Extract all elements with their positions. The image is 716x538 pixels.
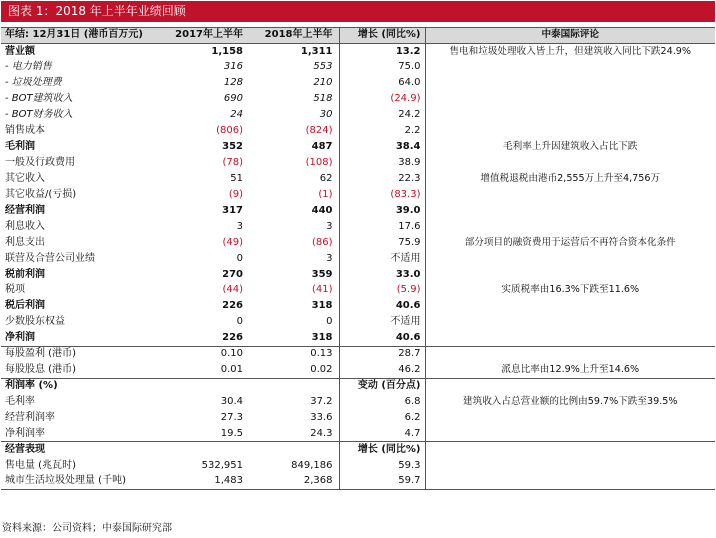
- row-label: 税前利润: [5, 268, 45, 280]
- table-row: [1, 251, 715, 267]
- value-2017: 51: [230, 172, 243, 184]
- row-label: 营业额: [5, 45, 35, 57]
- value-2017: (44): [222, 284, 243, 296]
- table-row: [1, 362, 715, 378]
- row-comment: 派息比率由12.9%上升至14.6%: [501, 363, 640, 375]
- row-comment: [425, 251, 715, 267]
- table-row: [1, 171, 715, 187]
- value-2017: 19.5: [220, 427, 243, 439]
- value-2017: 0.01: [220, 363, 243, 375]
- row-label: 经营表现: [1, 442, 168, 458]
- row-label: 利息支出: [5, 236, 45, 248]
- value-growth: 28.7: [339, 346, 425, 362]
- value-2017: [168, 378, 249, 394]
- row-label: - 垃圾处理费: [5, 77, 62, 89]
- table-row: [1, 59, 715, 75]
- value-2017: 1,483: [168, 474, 249, 490]
- table-row: [1, 155, 715, 171]
- value-growth: 4.7: [339, 426, 425, 442]
- row-label: 每股股息 (港币): [5, 363, 76, 375]
- value-2018: 33.6: [310, 411, 333, 423]
- row-label: 利息收入: [5, 220, 45, 232]
- value-2018: 487: [311, 141, 333, 153]
- value-2018: 3: [326, 252, 333, 264]
- row-label: 税项: [5, 284, 25, 296]
- row-label: - BOT建筑收入: [5, 93, 73, 105]
- source-note: 资料来源：公司资料；中泰国际研究部: [2, 523, 172, 534]
- value-2017: 316: [223, 61, 243, 73]
- value-growth: 17.6: [339, 219, 425, 235]
- value-2018: 440: [311, 204, 333, 216]
- table-row: [1, 187, 715, 203]
- value-2017: [168, 442, 249, 458]
- value-2017: 270: [222, 268, 243, 280]
- figure-title: 图表 1：2018 年上半年业绩回顾: [1, 1, 715, 22]
- table-row: [1, 43, 715, 59]
- table-row: [1, 330, 715, 346]
- results-table: [1, 27, 715, 490]
- row-label: 每股盈利 (港币): [1, 346, 168, 362]
- value-growth: 59.7: [339, 474, 425, 490]
- table-row: [1, 314, 715, 330]
- value-2017: 226: [222, 332, 243, 344]
- value-growth: 39.0: [339, 203, 425, 219]
- row-comment: [425, 378, 715, 394]
- row-label: 一般及行政费用: [5, 156, 75, 168]
- value-2018: 0.02: [310, 363, 333, 375]
- value-2017: (49): [222, 236, 243, 248]
- row-label: 净利润率: [5, 427, 45, 439]
- row-label: 毛利率: [5, 396, 35, 408]
- value-2017: 226: [222, 300, 243, 312]
- value-growth: 40.6: [339, 298, 425, 314]
- value-2017: 3: [236, 220, 243, 232]
- table-row: [1, 267, 715, 283]
- header-col-2018: 2018年上半年: [249, 28, 339, 44]
- value-2017: 27.3: [220, 411, 243, 423]
- value-2018: (108): [305, 156, 333, 168]
- value-growth: 13.2: [339, 43, 425, 59]
- value-growth: 24.2: [339, 107, 425, 123]
- header-label: 年结: 12月31日 (港币百万元): [1, 28, 168, 44]
- row-comment: [425, 458, 715, 474]
- row-label: 毛利润: [5, 141, 35, 153]
- value-2018: (1): [318, 188, 333, 200]
- value-2018: 553: [313, 61, 333, 73]
- value-2017: 532,951: [201, 459, 243, 471]
- row-comment: [425, 474, 715, 490]
- table-row: [1, 283, 715, 299]
- value-growth: (24.9): [339, 91, 425, 107]
- value-2018: 1,311: [300, 45, 333, 57]
- row-comment: 部分项目的融资费用于运营后不再符合资本化条件: [464, 236, 676, 248]
- value-growth: 不适用: [339, 251, 425, 267]
- row-label: 城市生活垃圾处理量 (千吨): [1, 474, 168, 490]
- value-2017: (806): [216, 125, 243, 137]
- table-header-row: [1, 28, 715, 44]
- value-2017: 0: [236, 316, 243, 328]
- value-2018: 62: [319, 172, 333, 184]
- row-label: 少数股东权益: [5, 316, 65, 328]
- value-growth: 40.6: [339, 330, 425, 346]
- table-row: [1, 426, 715, 442]
- row-comment: 增值税退税由港币2,555万上升至4,756万: [480, 172, 661, 184]
- value-2018: 849,186: [291, 459, 333, 471]
- table-row: [1, 378, 715, 394]
- row-label: 其它收入: [5, 172, 45, 184]
- row-comment: [425, 346, 715, 362]
- table-row: [1, 410, 715, 426]
- table-row: [1, 107, 715, 123]
- value-growth: 变动 (百分点): [339, 378, 425, 394]
- row-comment: [425, 203, 715, 219]
- table-row: [1, 442, 715, 458]
- value-2017: 0: [236, 252, 243, 264]
- table-row: [1, 139, 715, 155]
- value-2018: [249, 378, 339, 394]
- row-label: 售电量 (兆瓦时): [5, 459, 76, 471]
- table-row: [1, 458, 715, 474]
- table-row: [1, 219, 715, 235]
- header-col-growth: 增长 (同比%): [339, 28, 425, 44]
- value-growth: 2.2: [339, 123, 425, 139]
- row-comment: 毛利率上升因建筑收入占比下跌: [503, 141, 638, 153]
- value-growth: (83.3): [339, 187, 425, 203]
- value-growth: 33.0: [339, 267, 425, 283]
- table-row: [1, 203, 715, 219]
- row-label: 净利润: [5, 332, 35, 344]
- value-2018: 0.13: [249, 346, 339, 362]
- table-row: [1, 235, 715, 251]
- value-2017: (9): [228, 188, 243, 200]
- value-growth: 6.8: [339, 394, 425, 410]
- value-growth: 59.3: [339, 458, 425, 474]
- row-label: - 电力销售: [5, 61, 52, 73]
- table-row: [1, 123, 715, 139]
- value-2017: 24: [230, 109, 243, 121]
- row-label: - BOT财务收入: [5, 109, 73, 121]
- value-2017: 128: [223, 77, 243, 89]
- value-2018: 359: [311, 268, 333, 280]
- value-2017: 690: [223, 93, 243, 105]
- row-label: 联营及合营公司业绩: [5, 252, 95, 264]
- value-2018: [249, 442, 339, 458]
- row-comment: [425, 75, 715, 91]
- value-2017: 30.4: [220, 396, 243, 408]
- value-growth: 38.4: [339, 139, 425, 155]
- value-2017: (78): [222, 156, 243, 168]
- row-label: 税后利润: [5, 300, 45, 312]
- row-label: 其它收益/(亏损): [5, 188, 77, 200]
- row-comment: [425, 267, 715, 283]
- value-growth: 46.2: [339, 362, 425, 378]
- header-col-2017: 2017年上半年: [168, 28, 249, 44]
- row-label: 经营利润率: [5, 411, 55, 423]
- value-growth: (5.9): [339, 283, 425, 299]
- value-2018: 318: [311, 332, 333, 344]
- row-comment: [425, 442, 715, 458]
- value-2017: 0.10: [168, 346, 249, 362]
- table-row: [1, 474, 715, 490]
- value-growth: 6.2: [339, 410, 425, 426]
- header-comment: 中泰国际评论: [425, 28, 715, 44]
- row-comment: [425, 330, 715, 346]
- row-comment: [425, 155, 715, 171]
- value-2018: 30: [319, 109, 333, 121]
- value-growth: 75.9: [339, 235, 425, 251]
- row-comment: 售电和垃圾处理收入皆上升，但建筑收入同比下跌24.9%: [449, 45, 692, 57]
- row-comment: [425, 410, 715, 426]
- value-2018: 0: [326, 316, 333, 328]
- value-2018: 37.2: [310, 396, 333, 408]
- value-2018: 210: [313, 77, 333, 89]
- value-2017: 1,158: [211, 45, 243, 57]
- row-comment: [425, 59, 715, 75]
- row-comment: [425, 187, 715, 203]
- value-2017: 352: [222, 141, 243, 153]
- row-label: 经营利润: [5, 204, 45, 216]
- value-2018: (824): [305, 125, 333, 137]
- row-comment: [425, 219, 715, 235]
- value-2018: 2,368: [249, 474, 339, 490]
- row-comment: [425, 426, 715, 442]
- value-growth: 不适用: [339, 314, 425, 330]
- row-label: 利润率 (%): [1, 378, 168, 394]
- value-growth: 75.0: [339, 59, 425, 75]
- row-comment: 实质税率由16.3%下跌至11.6%: [501, 284, 640, 296]
- row-label: 销售成本: [5, 125, 45, 137]
- row-comment: [425, 314, 715, 330]
- value-2018: (86): [311, 236, 333, 248]
- table-row: [1, 91, 715, 107]
- row-comment: [425, 107, 715, 123]
- value-growth: 22.3: [339, 171, 425, 187]
- value-2018: (41): [311, 284, 333, 296]
- row-comment: [425, 91, 715, 107]
- table-row: [1, 75, 715, 91]
- value-2018: 3: [326, 220, 333, 232]
- value-2018: 518: [313, 93, 333, 105]
- table-row: [1, 346, 715, 362]
- value-growth: 38.9: [339, 155, 425, 171]
- table-row: [1, 394, 715, 410]
- value-growth: 增长 (同比%): [339, 442, 425, 458]
- value-2017: 317: [222, 204, 243, 216]
- value-growth: 64.0: [339, 75, 425, 91]
- row-comment: [425, 123, 715, 139]
- row-comment: 建筑收入占总营业额的比例由59.7%下跌至39.5%: [463, 396, 678, 408]
- row-comment: [425, 298, 715, 314]
- table-row: [1, 298, 715, 314]
- value-2018: 24.3: [310, 427, 333, 439]
- value-2018: 318: [311, 300, 333, 312]
